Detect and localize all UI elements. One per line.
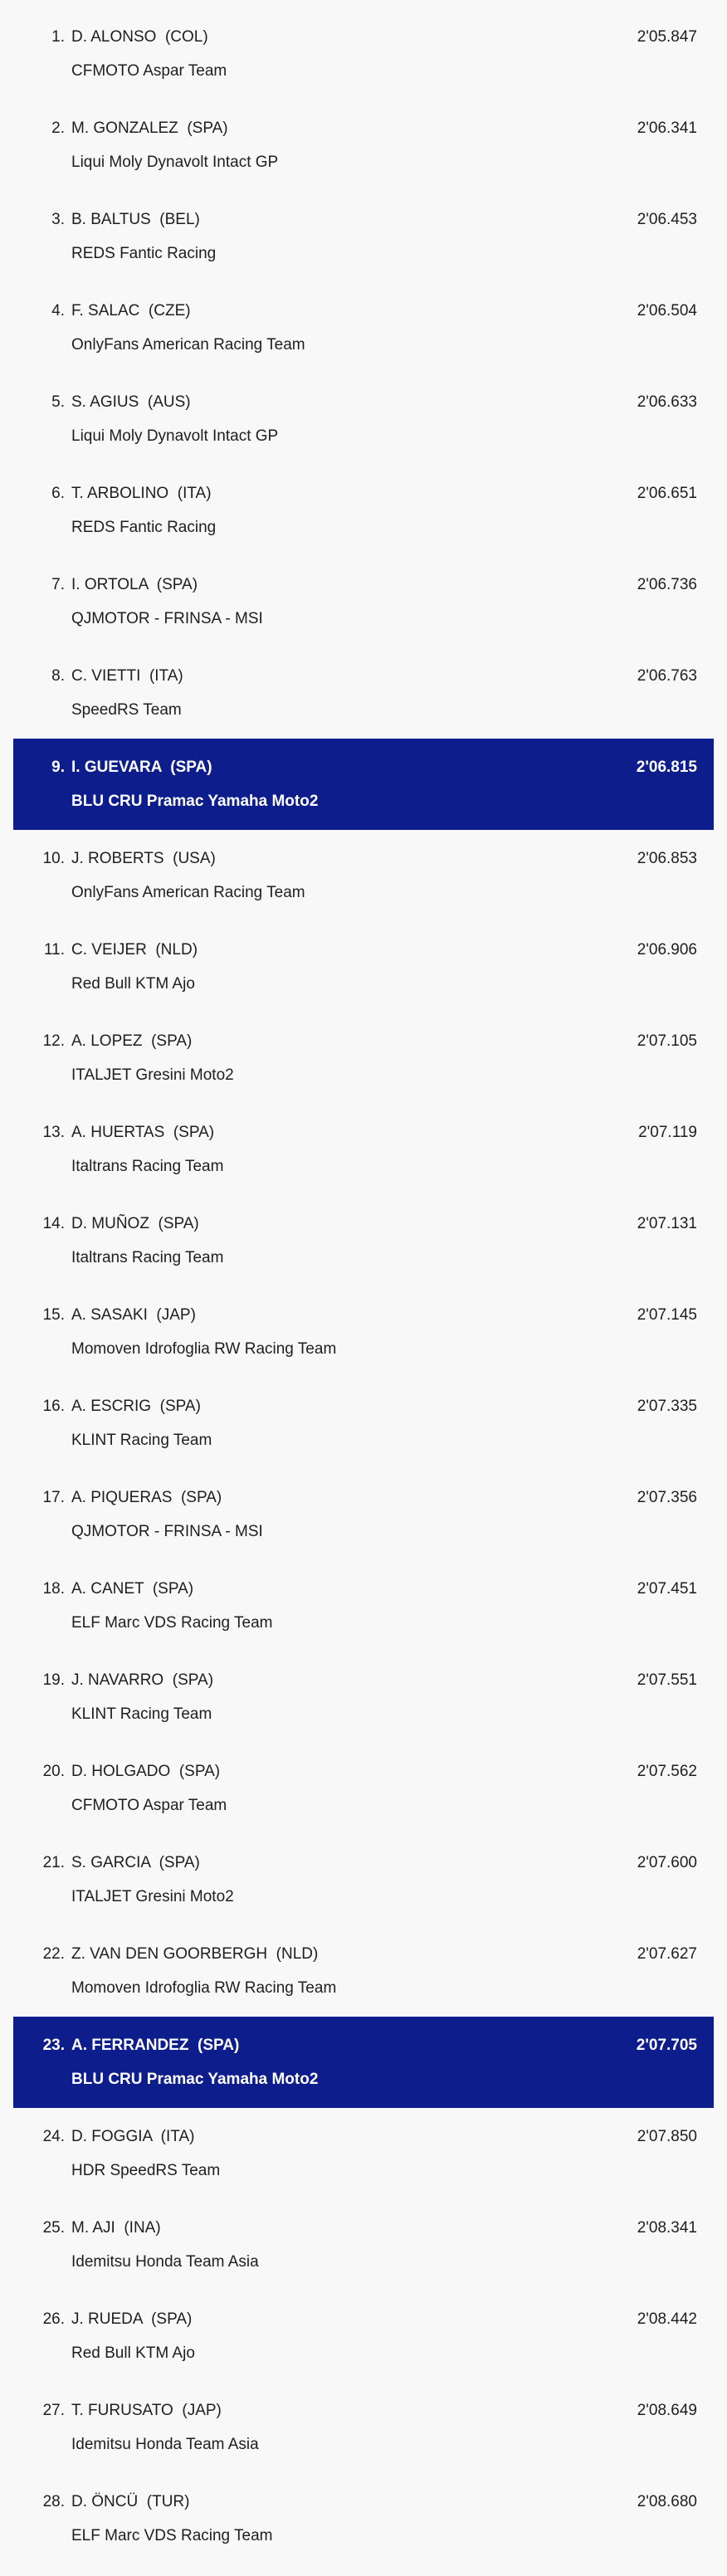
team-name: REDS Fantic Racing: [71, 519, 217, 536]
lap-time: 2'07.627: [637, 1945, 697, 1963]
position-number: 20.: [42, 1763, 65, 1780]
result-row[interactable]: [13, 2199, 714, 2291]
team-name: Idemitsu Honda Team Asia: [71, 2436, 259, 2453]
rider-name: A. LOPEZ (SPA): [71, 1032, 193, 1050]
team-name: Italtrans Racing Team: [71, 1249, 224, 1266]
lap-time: 2'07.850: [637, 2128, 697, 2145]
lap-time: 2'06.651: [637, 485, 697, 502]
rider-name: B. BALTUS (BEL): [71, 211, 200, 228]
team-name: KLINT Racing Team: [71, 1705, 212, 1723]
lap-time: 2'06.341: [637, 120, 697, 137]
position-number: 6.: [51, 485, 65, 502]
team-name: BLU CRU Pramac Yamaha Moto2: [71, 2071, 319, 2088]
rider-name: D. FOGGIA (ITA): [71, 2128, 195, 2145]
position-number: 11.: [43, 941, 65, 959]
position-number: 8.: [51, 667, 65, 685]
result-row[interactable]: [13, 1743, 714, 1834]
team-name: Idemitsu Honda Team Asia: [71, 2253, 259, 2271]
position-number: 16.: [42, 1398, 65, 1415]
result-row[interactable]: [13, 282, 714, 373]
result-row[interactable]: [13, 1012, 714, 1104]
result-row-highlighted[interactable]: [13, 739, 714, 830]
team-name: ELF Marc VDS Racing Team: [71, 1614, 273, 1632]
position-number: 1.: [51, 28, 65, 46]
result-row[interactable]: [13, 1195, 714, 1286]
lap-time: 2'07.131: [637, 1215, 697, 1232]
team-name: Momoven Idrofoglia RW Racing Team: [71, 1340, 337, 1358]
team-name: QJMOTOR - FRINSA - MSI: [71, 610, 263, 627]
position-number: 2.: [51, 120, 65, 137]
lap-time: 2'06.633: [637, 393, 697, 411]
lap-time: 2'07.335: [637, 1398, 697, 1415]
lap-time: 2'08.341: [637, 2219, 697, 2237]
result-row[interactable]: [13, 556, 714, 647]
position-number: 18.: [42, 1580, 65, 1598]
position-number: 13.: [42, 1124, 65, 1141]
rider-name: M. AJI (INA): [71, 2219, 161, 2237]
position-number: 22.: [42, 1945, 65, 1963]
rider-name: J. RUEDA (SPA): [71, 2310, 193, 2328]
rider-name: A. SASAKI (JAP): [71, 1306, 196, 1324]
team-name: REDS Fantic Racing: [71, 245, 217, 262]
rider-name: A. HUERTAS (SPA): [71, 1124, 215, 1141]
team-name: ITALJET Gresini Moto2: [71, 1066, 234, 1084]
position-number: 10.: [42, 850, 65, 867]
team-name: Red Bull KTM Ajo: [71, 975, 195, 993]
result-row[interactable]: [13, 8, 714, 100]
team-name: BLU CRU Pramac Yamaha Moto2: [71, 793, 319, 810]
rider-name: C. VIETTI (ITA): [71, 667, 183, 685]
position-number: 17.: [42, 1489, 65, 1506]
result-row[interactable]: [13, 921, 714, 1012]
rider-name: Z. VAN DEN GOORBERGH (NLD): [71, 1945, 319, 1963]
rider-name: C. VEIJER (NLD): [71, 941, 198, 959]
rider-name: J. ROBERTS (USA): [71, 850, 216, 867]
position-number: 14.: [42, 1215, 65, 1232]
rider-name: F. SALAC (CZE): [71, 302, 191, 320]
lap-time: 2'08.649: [637, 2402, 697, 2419]
result-row[interactable]: [13, 100, 714, 191]
rider-name: I. ORTOLA (SPA): [71, 576, 198, 593]
result-row-highlighted[interactable]: [13, 2017, 714, 2108]
result-row[interactable]: [13, 2108, 714, 2199]
lap-time: 2'05.847: [637, 28, 697, 46]
position-number: 4.: [51, 302, 65, 320]
position-number: 26.: [42, 2310, 65, 2328]
rider-name: S. AGIUS (AUS): [71, 393, 191, 411]
team-name: ELF Marc VDS Racing Team: [71, 2527, 273, 2544]
team-name: CFMOTO Aspar Team: [71, 62, 227, 80]
rider-name: A. CANET (SPA): [71, 1580, 194, 1598]
rider-name: T. ARBOLINO (ITA): [71, 485, 212, 502]
rider-name: J. NAVARRO (SPA): [71, 1671, 214, 1689]
lap-time: 2'07.451: [637, 1580, 697, 1598]
result-row[interactable]: [13, 465, 714, 556]
rider-name: A. FERRANDEZ (SPA): [71, 2037, 240, 2054]
lap-time: 2'06.763: [637, 667, 697, 685]
team-name: Momoven Idrofoglia RW Racing Team: [71, 1979, 337, 1997]
lap-time: 2'07.356: [637, 1489, 697, 1506]
position-number: 23.: [42, 2037, 65, 2054]
lap-time: 2'06.853: [637, 850, 697, 867]
lap-time: 2'07.551: [637, 1671, 697, 1689]
lap-time: 2'06.736: [637, 576, 697, 593]
result-row[interactable]: [13, 2291, 714, 2382]
result-row[interactable]: [13, 2382, 714, 2473]
team-name: Liqui Moly Dynavolt Intact GP: [71, 154, 279, 171]
result-row[interactable]: [13, 1104, 714, 1195]
lap-time: 2'07.119: [638, 1124, 697, 1141]
rider-name: D. ALONSO (COL): [71, 28, 208, 46]
position-number: 28.: [42, 2493, 65, 2510]
team-name: CFMOTO Aspar Team: [71, 1797, 227, 1814]
team-name: QJMOTOR - FRINSA - MSI: [71, 1523, 263, 1540]
position-number: 27.: [42, 2402, 65, 2419]
position-number: 15.: [42, 1306, 65, 1324]
rider-name: D. ÖNCÜ (TUR): [71, 2493, 190, 2510]
position-number: 3.: [51, 211, 65, 228]
rider-name: D. HOLGADO (SPA): [71, 1763, 221, 1780]
position-number: 25.: [42, 2219, 65, 2237]
team-name: Italtrans Racing Team: [71, 1158, 224, 1175]
rider-name: T. FURUSATO (JAP): [71, 2402, 222, 2419]
result-row[interactable]: [13, 1378, 714, 1469]
result-row[interactable]: [13, 1834, 714, 1925]
lap-time: 2'07.105: [637, 1032, 697, 1050]
lap-time: 2'07.705: [636, 2037, 697, 2054]
rider-name: A. ESCRIG (SPA): [71, 1398, 201, 1415]
result-row[interactable]: [13, 373, 714, 465]
team-name: SpeedRS Team: [71, 701, 182, 719]
lap-time: 2'07.145: [637, 1306, 697, 1324]
rider-name: A. PIQUERAS (SPA): [71, 1489, 222, 1506]
result-row[interactable]: [13, 830, 714, 921]
result-row[interactable]: [13, 1925, 714, 2017]
position-number: 7.: [51, 576, 65, 593]
lap-time: 2'06.815: [636, 759, 697, 776]
result-row[interactable]: [13, 1286, 714, 1378]
rider-name: I. GUEVARA (SPA): [71, 759, 212, 776]
lap-time: 2'07.562: [637, 1763, 697, 1780]
lap-time: 2'08.442: [637, 2310, 697, 2328]
position-number: 19.: [42, 1671, 65, 1689]
result-row[interactable]: [13, 647, 714, 739]
position-number: 9.: [51, 759, 65, 776]
result-row[interactable]: [13, 1651, 714, 1743]
team-name: KLINT Racing Team: [71, 1432, 212, 1449]
lap-time: 2'07.600: [637, 1854, 697, 1871]
result-row[interactable]: [13, 2473, 714, 2564]
result-row[interactable]: [13, 1560, 714, 1651]
result-row[interactable]: [13, 191, 714, 282]
position-number: 24.: [42, 2128, 65, 2145]
position-number: 21.: [42, 1854, 65, 1871]
team-name: HDR SpeedRS Team: [71, 2162, 221, 2179]
team-name: Liqui Moly Dynavolt Intact GP: [71, 427, 279, 445]
lap-time: 2'06.906: [637, 941, 697, 959]
team-name: ITALJET Gresini Moto2: [71, 1888, 234, 1905]
result-row[interactable]: [13, 1469, 714, 1560]
lap-time: 2'06.504: [637, 302, 697, 320]
rider-name: S. GARCIA (SPA): [71, 1854, 200, 1871]
rider-name: D. MUÑOZ (SPA): [71, 1215, 199, 1232]
lap-time: 2'08.680: [637, 2493, 697, 2510]
team-name: Red Bull KTM Ajo: [71, 2344, 195, 2362]
team-name: OnlyFans American Racing Team: [71, 336, 305, 354]
position-number: 5.: [51, 393, 65, 411]
team-name: OnlyFans American Racing Team: [71, 884, 305, 901]
lap-time: 2'06.453: [637, 211, 697, 228]
position-number: 12.: [42, 1032, 65, 1050]
rider-name: M. GONZALEZ (SPA): [71, 120, 228, 137]
